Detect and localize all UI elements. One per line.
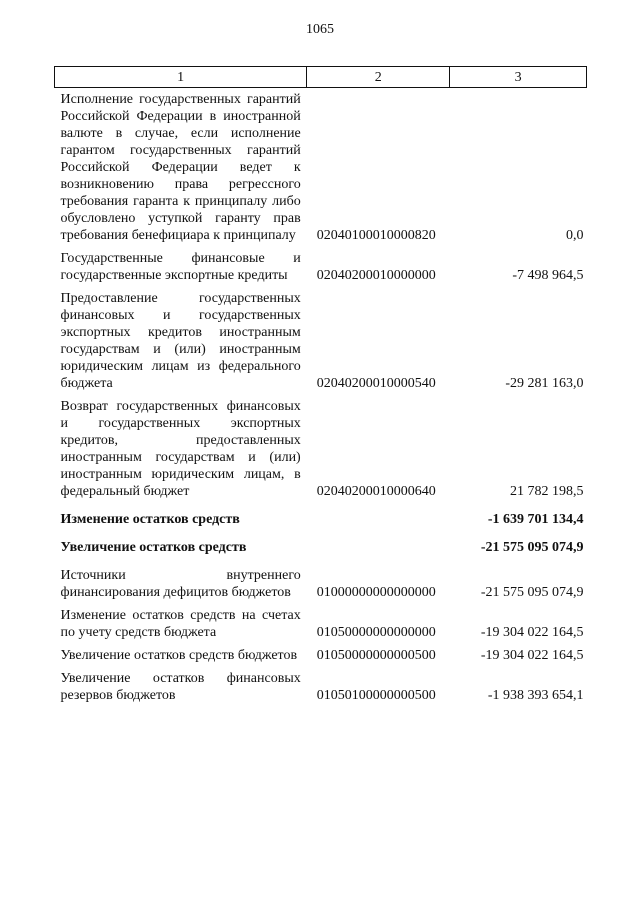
table-row-summary bbox=[55, 500, 587, 528]
row-code: 02040100010000820 bbox=[316, 228, 436, 243]
row-name: Возврат государственных финансовых и государственных экспортных кредитов, предоставленных иностранным государствам и (или) иностранным юридическим лицам, в федеральный бюджет bbox=[60, 399, 301, 499]
column-header-1: 1 bbox=[55, 67, 307, 88]
row-name: Изменение остатков средств bbox=[60, 512, 240, 527]
row-name: Изменение остатков средств на счетах по учету средств бюджета bbox=[60, 608, 301, 640]
column-header-2: 2 bbox=[307, 67, 450, 88]
page-number: 1065 bbox=[306, 22, 334, 37]
row-code bbox=[307, 528, 450, 556]
table-row bbox=[55, 664, 587, 704]
table-row bbox=[55, 244, 587, 284]
table-row-summary bbox=[55, 528, 587, 556]
table-row bbox=[55, 641, 587, 664]
row-amount: -21 575 095 074,9 bbox=[480, 540, 584, 555]
row-name: Увеличение остатков средств bbox=[60, 540, 247, 555]
row-code: 02040200010000540 bbox=[316, 376, 436, 391]
row-amount: -19 304 022 164,5 bbox=[480, 625, 584, 640]
row-code: 01000000000000000 bbox=[316, 585, 436, 600]
table-row bbox=[55, 601, 587, 641]
table-row bbox=[55, 392, 587, 500]
row-name: Увеличение остатков финансовых резервов бюджетов bbox=[60, 671, 301, 703]
row-amount: -21 575 095 074,9 bbox=[480, 585, 584, 600]
row-code: 02040200010000000 bbox=[316, 268, 436, 283]
row-code: 01050100000000500 bbox=[316, 688, 436, 703]
column-header-3: 3 bbox=[450, 67, 587, 88]
row-amount: -1 639 701 134,4 bbox=[487, 512, 584, 527]
table-header bbox=[55, 67, 587, 88]
row-name: Увеличение остатков средств бюджетов bbox=[60, 648, 298, 663]
row-name: Исполнение государственных гарантий Российской Федерации в иностранной валюте в случае, если исполнение гарантом государственных гарантий Российской Федерации ведет к возникновению права регрессного требования гаранта к принципалу либо обусловлено уступкой гаранту прав требования бенефициара к принципалу bbox=[60, 92, 301, 243]
row-amount: -19 304 022 164,5 bbox=[480, 648, 584, 663]
row-code: 02040200010000640 bbox=[316, 484, 436, 499]
budget-sources-table bbox=[54, 66, 587, 704]
row-code bbox=[307, 500, 450, 528]
table-row bbox=[55, 556, 587, 601]
row-amount: -7 498 964,5 bbox=[512, 268, 584, 283]
row-amount: 21 782 198,5 bbox=[510, 484, 584, 499]
row-code: 01050000000000500 bbox=[316, 648, 436, 663]
row-amount: -29 281 163,0 bbox=[505, 376, 584, 391]
row-name: Предоставление государственных финансовых и государственных экспортных кредитов иностранным государствам и (или) иностранным юридическим лицам из федерального бюджета bbox=[60, 291, 301, 391]
row-name: Государственные финансовые и государственные экспортные кредиты bbox=[60, 251, 301, 283]
row-code: 01050000000000000 bbox=[316, 625, 436, 640]
row-amount: -1 938 393 654,1 bbox=[487, 688, 584, 703]
row-amount: 0,0 bbox=[566, 228, 584, 243]
row-name: Источники внутреннего финансирования дефицитов бюджетов bbox=[60, 568, 301, 600]
table-row bbox=[55, 284, 587, 392]
table-row bbox=[55, 88, 587, 245]
